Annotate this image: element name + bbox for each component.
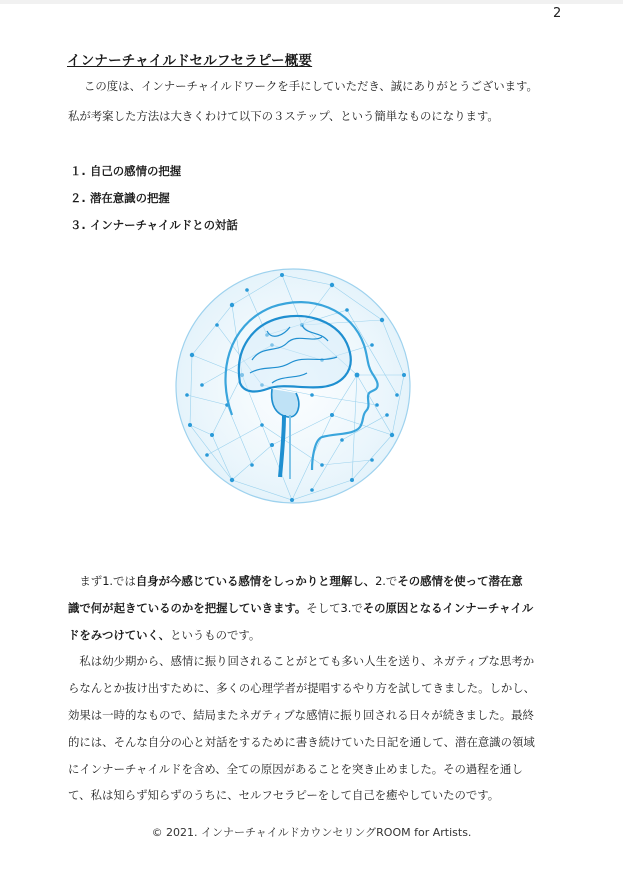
paragraph-1-line-2 [68, 595, 568, 622]
step-item-1 [70, 163, 181, 179]
body-text-span: そして3.で [306, 600, 363, 615]
step-number: ２. [70, 191, 86, 205]
paragraph-2-line-2: らなんとか抜け出すために、多くの心理学者が提唱するやり方を試してきました。しかし、 [68, 681, 536, 696]
body-text-span: 私は幼少期から、感情に振り回されることがとても多い人生を送り、ネガティブな思考か [79, 654, 535, 669]
page-number: 2 [553, 6, 562, 21]
paragraph-2-line-3: 効果は一時的なもので、結局またネガティブな感情に振り回される日々が続きました。最終 [68, 707, 534, 722]
paragraph-2-line-1 [68, 648, 568, 675]
body-bold-span: ドをみつけていく、 [68, 627, 171, 642]
body-text-span: というものです。 [170, 627, 261, 642]
step-label: 自己の感情の把握 [90, 164, 182, 178]
brain-network-illustration [172, 265, 415, 507]
paragraph-1-line-1 [68, 568, 568, 595]
body-paragraphs [68, 568, 568, 809]
step-item-3 [70, 217, 238, 233]
paragraph-2-line-4: 的には、そんな自分の心と対話をするために書き続けていた日記を通して、潜在意識の領域 [68, 734, 535, 749]
body-text-span: 2.で [375, 574, 398, 588]
step-label: 潜在意識の把握 [90, 191, 170, 205]
body-text-span: まず1.では [79, 574, 136, 588]
body-bold-span: その原因となるインナーチャイル [362, 600, 534, 615]
step-label: インナーチャイルドとの対話 [90, 218, 238, 232]
page-title: インナーチャイルドセルフセラピー概要 [67, 53, 313, 69]
paragraph-1-line-3 [68, 622, 568, 649]
page-top-edge [0, 0, 623, 4]
intro-line-2: 私が考案した方法は大きくわけて以下の３ステップ、という簡単なものになります。 [68, 109, 499, 123]
paragraph-2-line-5: にインナーチャイルドを含め、全ての原因があることを突き止めました。その過程を通し [68, 761, 523, 776]
intro-line-1: この度は、インナーチャイルドワークを手にしていただき、誠にありがとうございます。 [84, 79, 538, 93]
paragraph-2-line-6: て、私は知らず知らずのうちに、セルフセラピーをして自己を癒やしていたのです。 [68, 788, 500, 803]
step-number: １. [70, 164, 86, 178]
copyright-footer: © 2021. インナーチャイルドカウンセリングROOM for Artists. [151, 826, 472, 839]
body-bold-span: 識で何が起きているのかを把握していきます。 [68, 600, 307, 615]
step-number: ３. [70, 218, 86, 232]
brain-network-head-icon [172, 265, 415, 507]
body-bold-span: その感情を使って潜在意 [397, 574, 523, 588]
step-item-2 [70, 190, 170, 206]
body-bold-span: 自身が今感じている感情をしっかりと理解し、 [135, 574, 376, 588]
